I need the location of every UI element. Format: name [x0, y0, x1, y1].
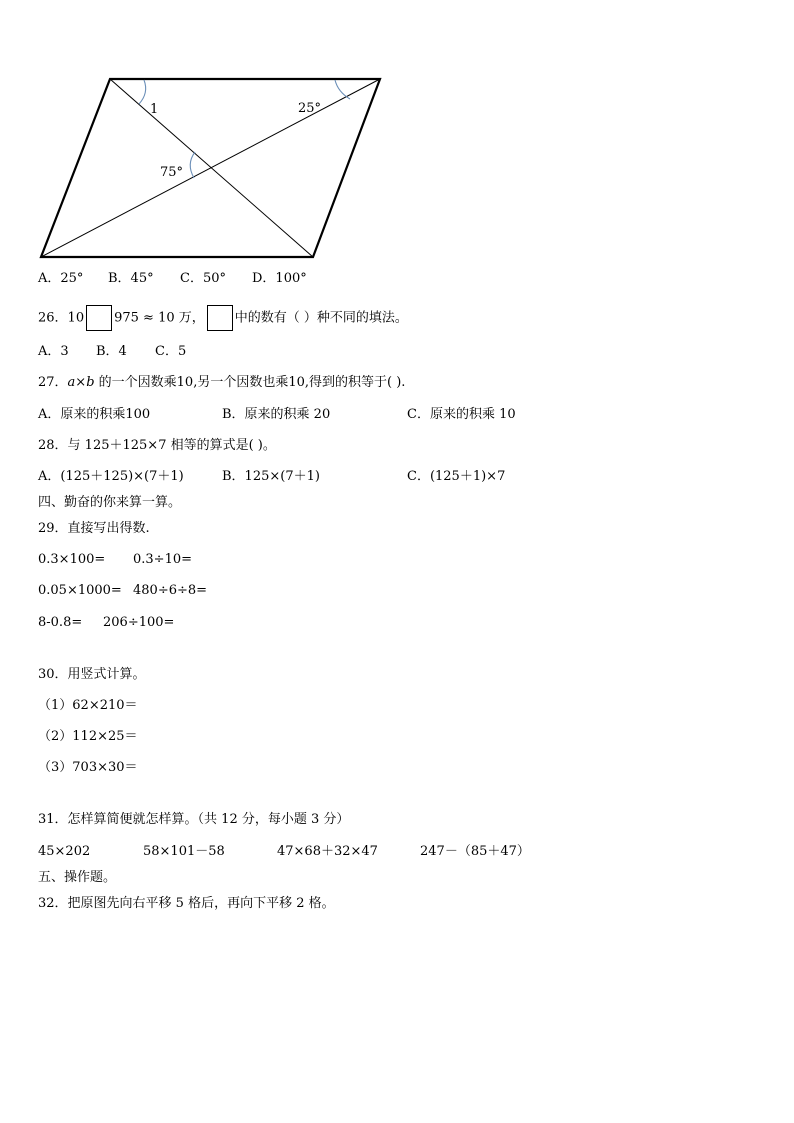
q25-option-a: A．25° — [38, 271, 84, 286]
q29-item-2: 0.3÷10= — [133, 552, 193, 567]
q31-item-3: 47×68＋32×47 — [277, 844, 378, 859]
q26-blank-box-2 — [207, 305, 233, 331]
q30-item-3: （3）703×30＝ — [38, 760, 138, 775]
q28-option-b: B．125×(7＋1) — [222, 469, 320, 484]
q27-expr: a×b — [67, 375, 95, 390]
q29-item-3: 0.05×1000= — [38, 583, 122, 598]
q27-question — [38, 374, 405, 392]
label-angle-25: 25° — [298, 101, 322, 116]
section-4-heading: 四、勤奋的你来算一算。 — [38, 495, 182, 510]
q27-option-c: C．原来的积乘 10 — [407, 407, 516, 422]
q26-option-a: A．3 — [38, 344, 69, 359]
parallelogram-figure — [0, 0, 794, 270]
label-angle-1: 1 — [150, 102, 159, 117]
q28-option-c: C．(125＋1)×7 — [407, 469, 506, 484]
q27-text: 的一个因数乘10,另一个因数也乘10,得到的积等于( ). — [94, 375, 406, 390]
q26-prefix: 26．10 — [38, 310, 85, 326]
q27-option-a: A．原来的积乘100 — [38, 407, 151, 422]
q31-title: 31．怎样算简便就怎样算。（共 12 分，每小题 3 分） — [38, 812, 350, 827]
angle-arc-75 — [190, 152, 195, 178]
q26-blank-box-1[interactable] — [86, 305, 112, 331]
q31-item-2: 58×101－58 — [143, 844, 225, 859]
q25-option-d: D．100° — [252, 271, 307, 286]
label-angle-75: 75° — [160, 165, 184, 180]
q29-title: 29．直接写出得数. — [38, 521, 150, 536]
diagonal-2 — [41, 79, 380, 257]
q29-item-4: 480÷6÷8= — [133, 583, 208, 598]
q27-number: 27． — [38, 375, 68, 390]
q28-question: 28．与 125＋125×7 相等的算式是( )。 — [38, 438, 276, 453]
q29-item-5: 8-0.8= — [38, 615, 83, 630]
q32-title: 32．把原图先向右平移 5 格后，再向下平移 2 格。 — [38, 896, 335, 911]
q29-item-1: 0.3×100= — [38, 552, 106, 567]
q26-question — [38, 305, 408, 331]
q25-option-c: C．50° — [180, 271, 226, 286]
q31-item-4: 247－（85＋47） — [420, 844, 530, 859]
q27-option-b: B．原来的积乘 20 — [222, 407, 331, 422]
q26-option-b: B．4 — [96, 344, 127, 359]
q25-option-b: B．45° — [108, 271, 154, 286]
q30-item-1: （1）62×210＝ — [38, 698, 138, 713]
section-5-heading: 五、操作题。 — [38, 870, 117, 885]
angle-arc-1 — [139, 80, 146, 104]
q29-item-6: 206÷100= — [103, 615, 175, 630]
q30-item-2: （2）112×25＝ — [38, 729, 138, 744]
q30-title: 30．用竖式计算。 — [38, 667, 146, 682]
q26-middle: 975 ≈ 10 万， — [114, 310, 205, 326]
q26-suffix: 中的数有（ ）种不同的填法。 — [234, 310, 408, 326]
q26-option-c: C．5 — [155, 344, 187, 359]
q31-item-1: 45×202 — [38, 844, 91, 859]
q28-option-a: A．(125＋125)×(7＋1) — [38, 469, 184, 484]
